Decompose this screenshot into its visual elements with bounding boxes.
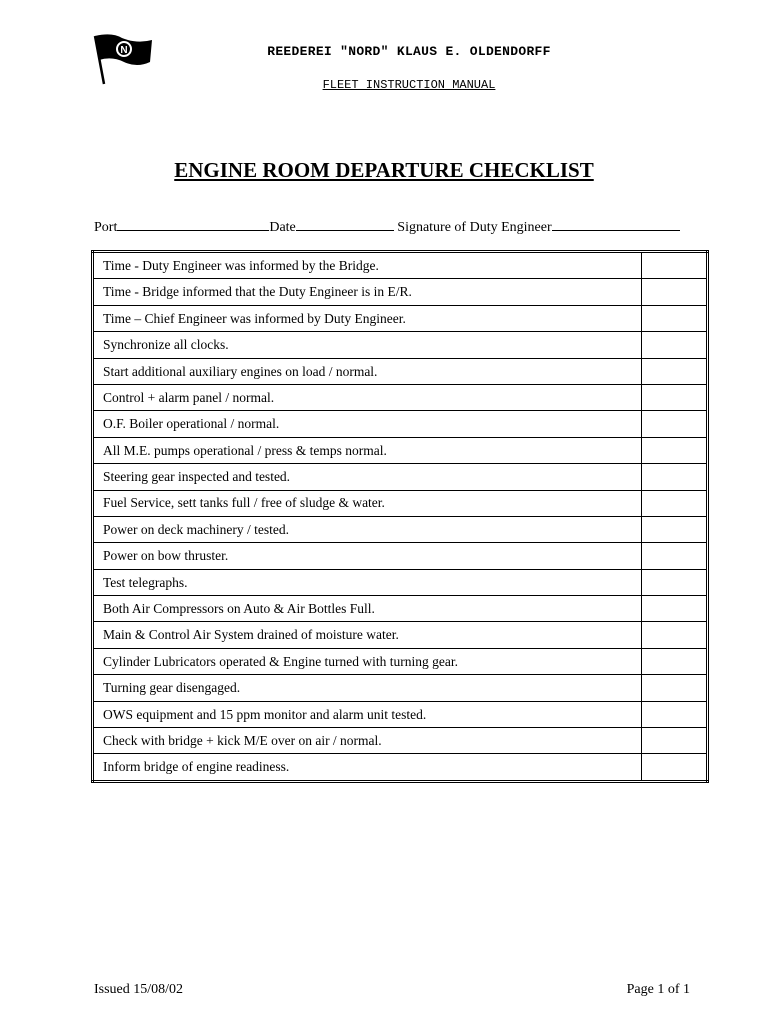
checkbox-cell[interactable] — [642, 596, 708, 622]
checklist-item: Time – Chief Engineer was informed by Duty Engineer. — [93, 305, 642, 331]
checklist-item: Synchronize all clocks. — [93, 332, 642, 358]
checklist-row — [93, 648, 708, 674]
checkbox-cell[interactable] — [642, 305, 708, 331]
checklist-item: O.F. Boiler operational / normal. — [93, 411, 642, 437]
checklist-item: All M.E. pumps operational / press & temps normal. — [93, 437, 642, 463]
checkbox-cell[interactable] — [642, 358, 708, 384]
checkbox-cell[interactable] — [642, 490, 708, 516]
checklist-row — [93, 569, 708, 595]
checklist-row — [93, 622, 708, 648]
checkbox-cell[interactable] — [642, 569, 708, 595]
checkbox-cell[interactable] — [642, 252, 708, 279]
checklist-item: Check with bridge + kick M/E over on air / normal. — [93, 728, 642, 754]
checklist-row — [93, 754, 708, 781]
checklist-row — [93, 464, 708, 490]
checklist-row — [93, 279, 708, 305]
checkbox-cell[interactable] — [642, 411, 708, 437]
date-label: Date — [269, 220, 296, 235]
checklist-row — [93, 437, 708, 463]
checklist-item: Cylinder Lubricators operated & Engine turned with turning gear. — [93, 648, 642, 674]
checkbox-cell[interactable] — [642, 728, 708, 754]
checkbox-cell[interactable] — [642, 701, 708, 727]
checklist-row — [93, 358, 708, 384]
checklist-row — [93, 411, 708, 437]
manual-title: FLEET INSTRUCTION MANUAL — [322, 78, 496, 92]
issued-date: Issued 15/08/02 — [94, 982, 184, 997]
checklist-item: Main & Control Air System drained of moisture water. — [93, 622, 642, 648]
checklist-item: Time - Duty Engineer was informed by the Bridge. — [93, 252, 642, 279]
checkbox-cell[interactable] — [642, 543, 708, 569]
checkbox-cell[interactable] — [642, 622, 708, 648]
page-title: ENGINE ROOM DEPARTURE CHECKLIST — [174, 158, 594, 182]
header-fields — [94, 216, 680, 236]
checklist-row — [93, 332, 708, 358]
checklist-item: Both Air Compressors on Auto & Air Bottles Full. — [93, 596, 642, 622]
checkbox-cell[interactable] — [642, 384, 708, 410]
checklist-item: Test telegraphs. — [93, 569, 642, 595]
checklist-item: Control + alarm panel / normal. — [93, 384, 642, 410]
checklist-item: Power on deck machinery / tested. — [93, 516, 642, 542]
checklist-row — [93, 305, 708, 331]
checklist-item: OWS equipment and 15 ppm monitor and alarm unit tested. — [93, 701, 642, 727]
checklist-item: Inform bridge of engine readiness. — [93, 754, 642, 781]
checkbox-cell[interactable] — [642, 516, 708, 542]
company-name: REEDEREI "NORD" KLAUS E. OLDENDORFF — [267, 44, 551, 59]
checklist-table — [91, 250, 709, 783]
checkbox-cell[interactable] — [642, 437, 708, 463]
port-field[interactable] — [117, 216, 269, 231]
checklist-item: Time - Bridge informed that the Duty Engineer is in E/R. — [93, 279, 642, 305]
checklist-item: Power on bow thruster. — [93, 543, 642, 569]
port-label: Port — [94, 220, 118, 235]
date-field[interactable] — [296, 216, 394, 231]
signature-label: Signature of Duty Engineer — [397, 220, 552, 235]
checkbox-cell[interactable] — [642, 648, 708, 674]
checklist-row — [93, 543, 708, 569]
checklist-item: Turning gear disengaged. — [93, 675, 642, 701]
checklist-row — [93, 728, 708, 754]
checkbox-cell[interactable] — [642, 754, 708, 781]
checklist-item: Fuel Service, sett tanks full / free of sludge & water. — [93, 490, 642, 516]
page-number: Page 1 of 1 — [626, 982, 690, 997]
checkbox-cell[interactable] — [642, 675, 708, 701]
checkbox-cell[interactable] — [642, 464, 708, 490]
checklist-row — [93, 675, 708, 701]
checkbox-cell[interactable] — [642, 279, 708, 305]
checklist-item: Start additional auxiliary engines on load / normal. — [93, 358, 642, 384]
checklist-row — [93, 701, 708, 727]
checklist-item: Steering gear inspected and tested. — [93, 464, 642, 490]
svg-text:N: N — [120, 45, 128, 56]
checkbox-cell[interactable] — [642, 332, 708, 358]
checklist-row — [93, 384, 708, 410]
checklist-row — [93, 490, 708, 516]
signature-field[interactable] — [552, 216, 680, 231]
checklist-row — [93, 516, 708, 542]
checklist-row — [93, 252, 708, 279]
checklist-row — [93, 596, 708, 622]
